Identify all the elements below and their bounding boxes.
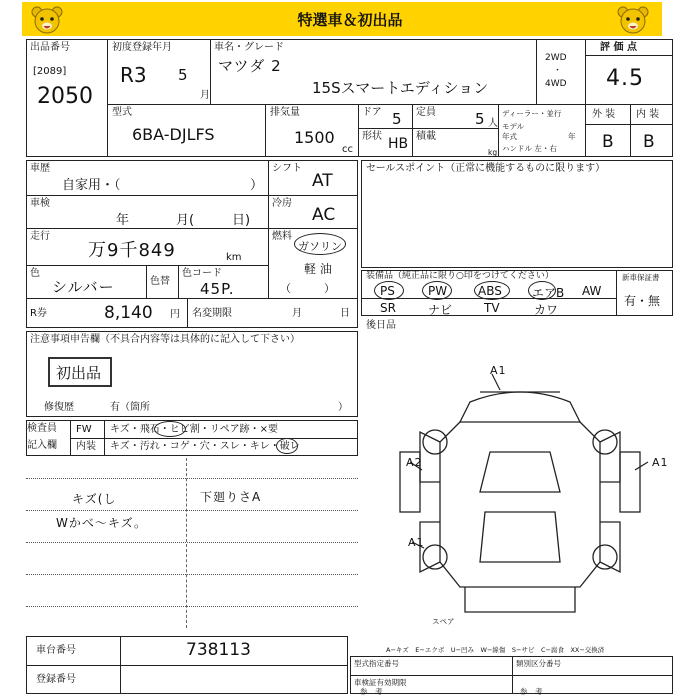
repair-label: 修復歴 — [44, 402, 74, 413]
repair-close: ） — [338, 402, 348, 413]
lot-sub: [2089] — [33, 66, 67, 77]
doors-label: ドア — [362, 107, 382, 118]
interior-grade: B — [643, 132, 656, 152]
recycle-unit: 円 — [170, 309, 180, 320]
fuel-paren: （ ） — [280, 282, 335, 295]
history-value: 自家用・（ — [62, 178, 121, 193]
year-unit: 年 — [568, 132, 576, 141]
shift-label: シフト — [272, 163, 302, 174]
name-change-day: 日 — [340, 308, 350, 319]
name-change-month: 月 — [292, 308, 302, 319]
equip-ps-circle — [374, 281, 404, 300]
history-label: 車歴 — [30, 163, 50, 174]
equip-sr: SR — [380, 301, 396, 315]
color-code: 45P. — [200, 280, 235, 298]
interior-label: 内 装 — [636, 109, 660, 120]
fuel-gas: ガソリン — [298, 240, 342, 253]
ac-value: AC — [312, 205, 336, 225]
load-unit: kg — [488, 148, 498, 157]
exterior-label: 外 装 — [592, 109, 616, 120]
damage-mark-left-lower: A1 — [408, 536, 425, 549]
equip-pw-circle — [422, 281, 452, 300]
inspector-label-1: 検査員 — [27, 423, 57, 434]
scuff-circle — [276, 438, 298, 454]
new-warranty-label: 新車保証書 — [622, 273, 660, 282]
load-label: 積載 — [416, 131, 436, 142]
repair-value: 有（箇所 — [110, 402, 150, 413]
displacement-unit: cc — [342, 144, 353, 155]
flying-stone-circle — [154, 421, 186, 437]
shape-label: 形状 — [362, 131, 382, 142]
capacity-unit: 人 — [488, 118, 498, 129]
recycle-label: R券 — [30, 308, 47, 319]
name-label: 車名・グレード — [214, 42, 284, 53]
mileage-unit: km — [226, 252, 242, 263]
bear-mascot-icon-left — [30, 5, 64, 35]
inspection-label: 車検 — [30, 198, 50, 209]
damage-note-3: 下廻りさA — [200, 490, 262, 504]
capacity-value: 5 — [475, 110, 485, 128]
drive-dot: ・ — [553, 66, 563, 76]
fuel-diesel: 軽 油 — [304, 262, 332, 276]
name-change-label: 名変期限 — [192, 308, 232, 319]
score-value: 4.5 — [606, 66, 644, 91]
dealer-label: ディーラー・並行 — [502, 109, 562, 118]
displacement-value: 1500 — [294, 128, 335, 147]
new-warranty-value: 有・無 — [624, 294, 661, 308]
registration-month-unit: 月 — [200, 90, 210, 101]
mileage-value: 万9千849 — [88, 240, 176, 261]
fuel-label: 燃料 — [272, 231, 292, 242]
registration-era: R3 — [120, 63, 147, 87]
sales-point-label: セールスポイント（正常に機能するものに限ります） — [366, 163, 606, 174]
chassis-value: 738113 — [186, 640, 251, 660]
registration-month: 5 — [178, 66, 188, 84]
inspection-day: 日) — [232, 213, 251, 228]
inspector-row1: キズ・飛石・ヒビ割・リペア跡・×要 — [110, 424, 278, 435]
registration-label: 初度登録年月 — [112, 42, 172, 53]
shape-value: HB — [388, 136, 409, 152]
damage-note-1: キズ(し — [72, 492, 117, 506]
handle-label: ハンドル 左・右 — [502, 144, 557, 153]
car-damage-diagram — [380, 362, 680, 632]
fuel-gas-circle — [294, 233, 346, 255]
spare-label: スペア — [432, 617, 455, 626]
inspector-label-2: 記入欄 — [27, 440, 57, 451]
inspector-row2: キズ・汚れ・コゲ・穴・スレ・キレ・破レ — [110, 441, 300, 452]
mileage-label: 走行 — [30, 231, 50, 242]
equip-airbag-circle — [528, 281, 556, 300]
plate-label: 登録番号 — [36, 674, 76, 685]
rear-seat-label: 後日品 — [366, 320, 396, 331]
equipment-label: 装備品（純正品に限り○印をつけてください） — [366, 271, 554, 281]
damage-mark-right: A1 — [652, 456, 669, 469]
score-label: 評 価 点 — [600, 42, 637, 53]
history-close: ） — [250, 178, 264, 193]
shaken-expiry-label: 車検証有効期限 — [354, 678, 407, 687]
drive-4wd: 4WD — [545, 79, 567, 89]
damage-mark-top: A1 — [490, 364, 507, 377]
exterior-grade: B — [602, 132, 615, 152]
first-listing-stamp-text: 初出品 — [56, 364, 102, 382]
bear-mascot-icon-right — [616, 5, 650, 35]
inspector-interior: 内装 — [76, 441, 96, 452]
model-value: 6BA-DJLFS — [132, 125, 215, 144]
damage-mark-left: A2 — [406, 456, 423, 469]
equip-abs-circle — [474, 281, 510, 300]
year-label: 年式 — [502, 132, 517, 141]
equip-ps: PS — [380, 284, 395, 298]
drive-2wd: 2WD — [545, 53, 567, 63]
displacement-label: 排気量 — [270, 107, 300, 118]
inspector-fw: FW — [76, 424, 92, 435]
damage-legend: A−キズ E−エクボ U−凹み W−線傷 S−サビ C−腐食 XX−交換済 — [386, 646, 605, 654]
equip-navi: ナビ — [428, 303, 453, 317]
doors-value: 5 — [392, 110, 402, 128]
equip-tv: TV — [484, 301, 500, 315]
equip-aw: AW — [582, 284, 602, 298]
color-code-label: 色コード — [182, 268, 222, 279]
inspection-month: 月( — [176, 213, 195, 228]
equip-leather: カワ — [534, 303, 559, 317]
color-label: 色 — [30, 268, 40, 279]
ref-label-2: 参 考 — [520, 687, 543, 696]
inspection-year: 年 — [116, 213, 130, 228]
equip-pw: PW — [428, 284, 448, 298]
model-year-label: モデル — [502, 122, 525, 131]
lot-label: 出品番号 — [30, 42, 70, 53]
type-designation-label: 型式指定番号 — [354, 659, 399, 668]
ref-label-1: 参 考 — [360, 687, 383, 696]
car-grade: 15Sスマートエディション — [312, 79, 489, 97]
recycle-value: 8,140 — [104, 303, 153, 323]
chassis-label: 車台番号 — [36, 645, 76, 656]
car-name: マツダ 2 — [218, 57, 282, 75]
notes-label: 注意事項申告欄（不具合内容等は具体的に記入して下さい） — [30, 334, 300, 345]
shift-value: AT — [312, 171, 333, 191]
equip-airbag: エアB — [532, 286, 565, 300]
ac-label: 冷房 — [272, 198, 292, 209]
lot-number: 2050 — [37, 84, 93, 109]
color-value: シルバー — [52, 278, 115, 296]
color-change-label: 色替 — [150, 276, 170, 287]
equip-abs: ABS — [478, 284, 502, 298]
model-label: 型式 — [112, 107, 132, 118]
header-title: 特選車＆初出品 — [297, 11, 403, 29]
capacity-label: 定員 — [416, 107, 436, 118]
class-number-label: 類別区分番号 — [516, 659, 561, 668]
sales-point-block — [361, 160, 673, 268]
damage-note-2: Wかべ〜キズ。 — [56, 516, 147, 530]
